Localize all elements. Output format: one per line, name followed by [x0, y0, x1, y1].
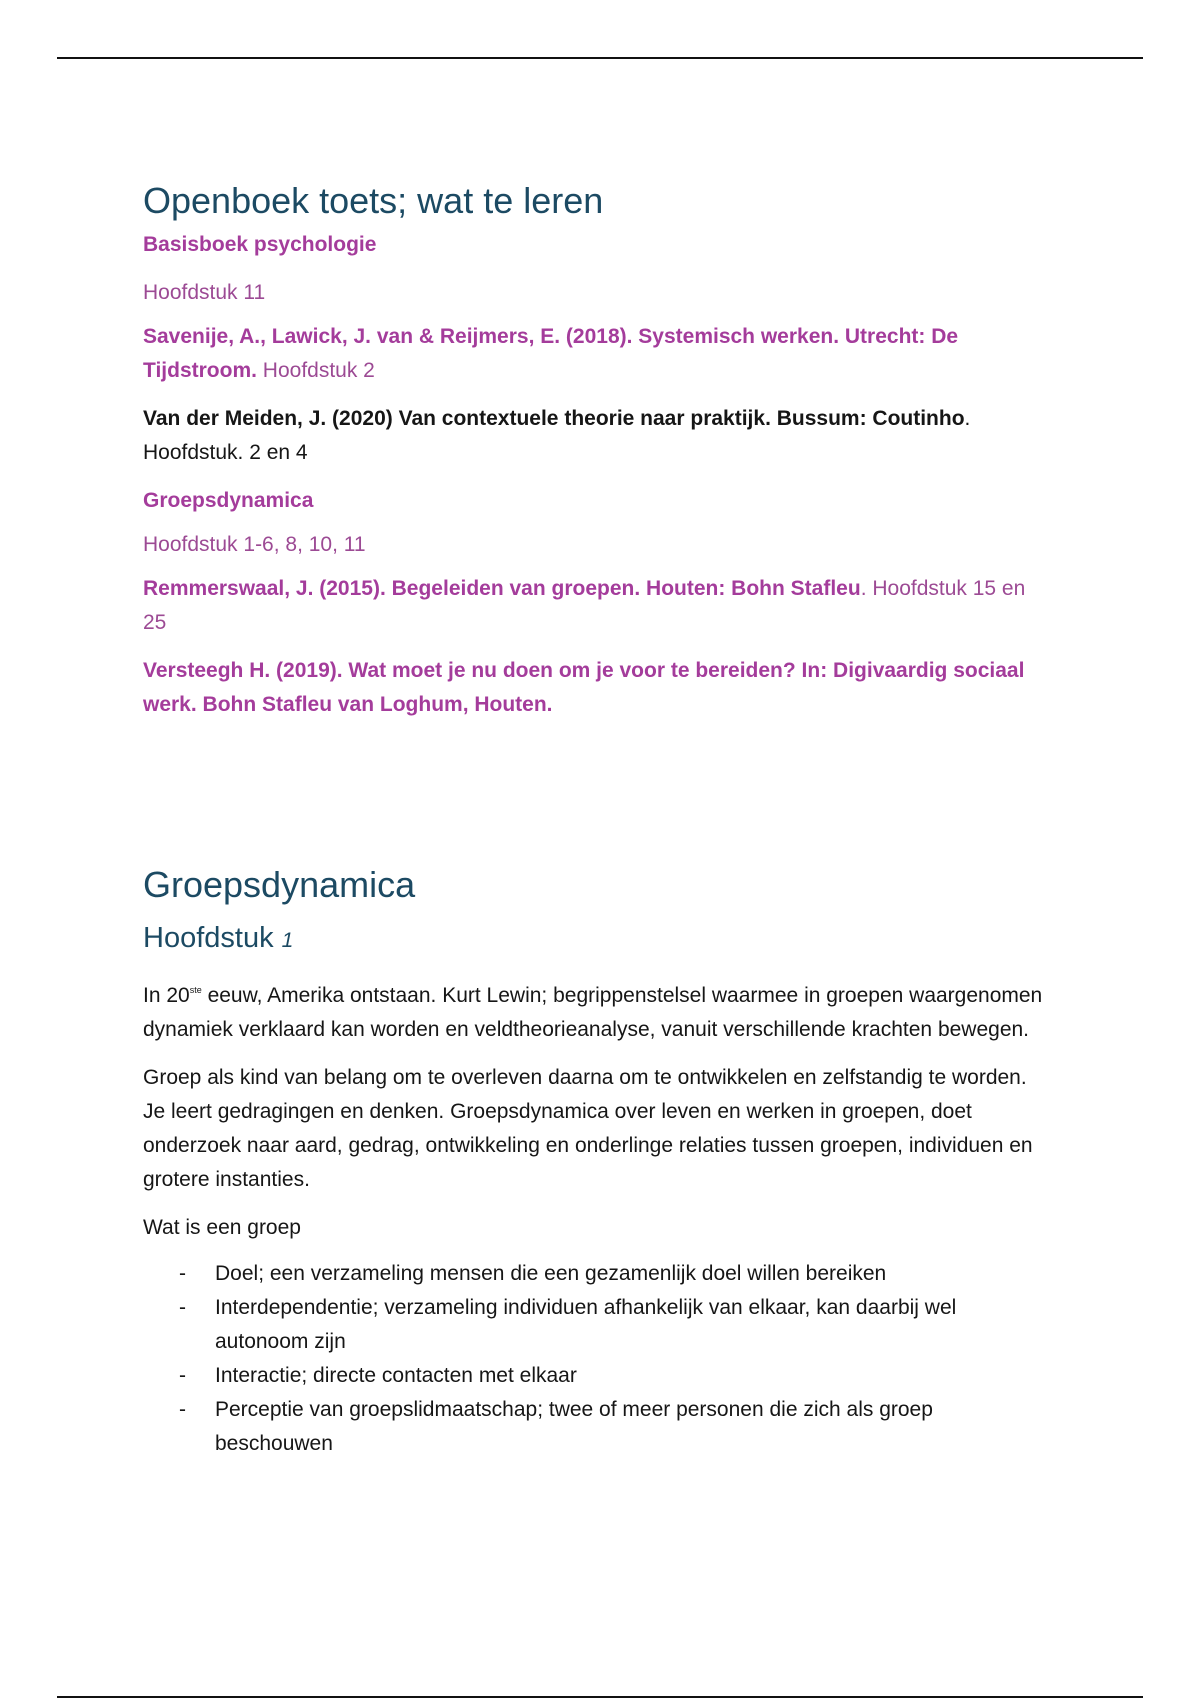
list-item: [179, 1257, 1043, 1291]
reference-remmerswaal-text: Remmerswaal, J. (2015). Begeleiden van groepen. Houten: Bohn Stafleu: [143, 577, 861, 600]
reference-savenije-chapter: Hoofdstuk 2: [262, 359, 375, 382]
reference-remmerswaal: [143, 572, 1043, 640]
reference-savenije: [143, 320, 1043, 388]
subheading-hoofdstuk: [143, 918, 1043, 961]
list-item-text: Perceptie van groepslidmaatschap; twee of meer personen die zich als groep beschouwen: [215, 1398, 933, 1455]
book-title-groepsdynamica: Groepsdynamica: [143, 489, 314, 512]
book-title-basisboek: Basisboek psychologie: [143, 233, 377, 256]
list-item-text: Doel; een verzameling mensen die een gezamenlijk doel willen bereiken: [215, 1262, 887, 1285]
paragraph-history-start: In 20: [143, 984, 190, 1007]
reference-van-der-meiden-text: Van der Meiden, J. (2020) Van contextuele theorie naar praktijk. Bussum: Coutinho: [143, 407, 965, 430]
paragraph-history-rest: eeuw, Amerika ontstaan. Kurt Lewin; begrippenstelsel waarmee in groepen waargenomen dynamiek verklaard kan worden en veldtheorieanalyse, vanuit verschillende krachten bewegen.: [143, 984, 1043, 1041]
dash-bullet: -: [179, 1364, 186, 1387]
reference-van-der-meiden: [143, 402, 1043, 470]
reference-van-der-meiden-chapter: . Hoofdstuk. 2 en 4: [143, 407, 971, 464]
section-title-groepsdynamica: Groepsdynamica: [143, 864, 416, 905]
paragraph-wat-is-een-groep: Wat is een groep: [143, 1216, 301, 1239]
reference-savenije-text: Savenije, A., Lawick, J. van & Reijmers, E. (2018). Systemisch werken. Utrecht: De Tijdstroom.: [143, 325, 959, 382]
reference-remmerswaal-chapter: . Hoofdstuk 15 en 25: [143, 577, 1026, 634]
dash-bullet: -: [179, 1262, 186, 1285]
document-body: [143, 178, 1043, 1461]
subheading-number: 1: [281, 929, 294, 952]
bottom-rule: [57, 1696, 1143, 1698]
reference-versteegh: Versteegh H. (2019). Wat moet je nu doen om je voor te bereiden? In: Digivaardig sociaal werk. Bohn Stafleu van Loghum, Houten.: [143, 659, 1025, 716]
section-title-openboek: Openboek toets; wat te leren: [143, 180, 604, 221]
list-item-text: Interdependentie; verzameling individuen afhankelijk van elkaar, kan daarbij wel autonoom zijn: [215, 1296, 957, 1353]
list-item: [179, 1393, 1043, 1461]
chapter-groepsdynamica: Hoofdstuk 1-6, 8, 10, 11: [143, 533, 366, 556]
list-item: [179, 1359, 1043, 1393]
paragraph-history-sup: ste: [189, 985, 202, 995]
section-groepsdynamica: [143, 862, 1043, 1461]
top-rule: [57, 57, 1143, 59]
group-definition-list: [143, 1257, 1043, 1461]
subheading-label: Hoofdstuk: [143, 922, 274, 954]
list-item: [179, 1291, 1043, 1359]
dash-bullet: -: [179, 1398, 186, 1421]
dash-bullet: -: [179, 1296, 186, 1319]
list-item-text: Interactie; directe contacten met elkaar: [215, 1364, 577, 1387]
paragraph-history: [143, 979, 1043, 1047]
chapter-basisboek: Hoofdstuk 11: [143, 281, 266, 304]
paragraph-group-child: Groep als kind van belang om te overleven daarna om te ontwikkelen en zelfstandig te worden. Je leert gedragingen en denken. Groepsdynamica over leven en werken in groepen, doet onderzoek naar aard, gedrag, ontwikkeling en onderlinge relaties tussen groepen, individuen en grotere instanties.: [143, 1066, 1033, 1191]
